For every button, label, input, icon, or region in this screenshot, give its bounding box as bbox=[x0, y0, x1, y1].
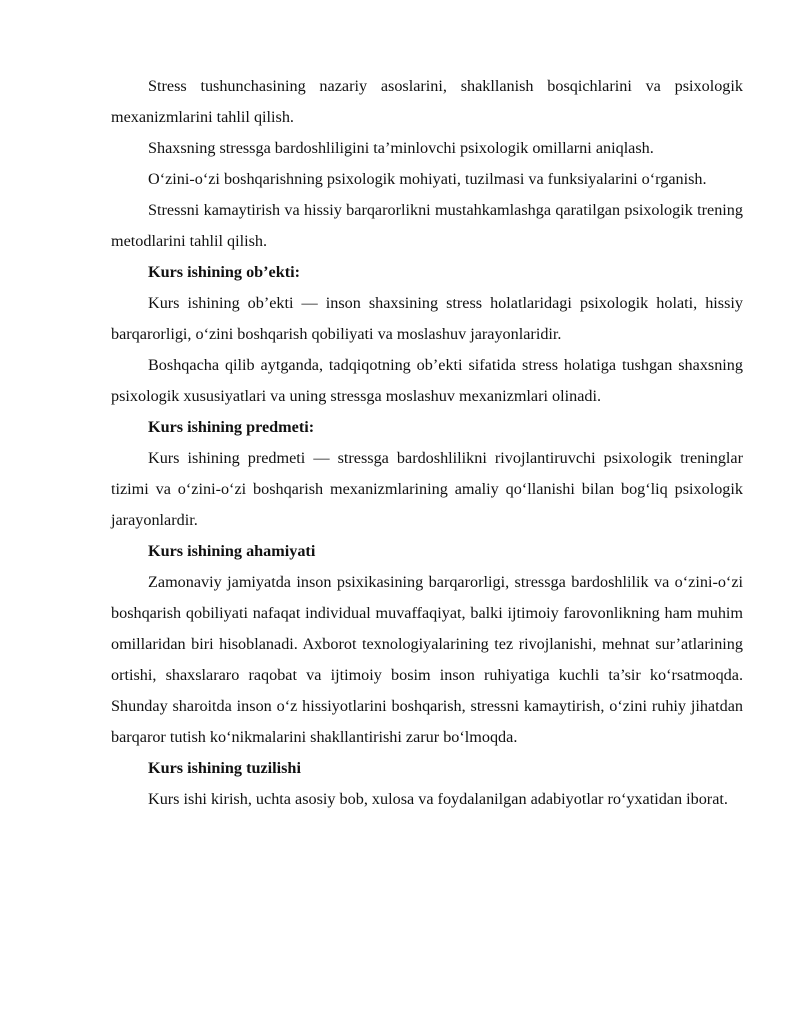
paragraph-subject: Kurs ishining predmeti — stressga bardoshlilikni rivojlantiruvchi psixologik treninglar tizimi va o‘zini-o‘zi boshqarish mexanizmlarining amaliy qo‘llanishi bilan bog‘liq psixologik jarayonlardir. bbox=[111, 449, 743, 529]
paragraph-goal-3: O‘zini-o‘zi boshqarishning psixologik mohiyati, tuzilmasi va funksiyalarini o‘rganish. bbox=[148, 170, 707, 188]
paragraph-object-1: Kurs ishining ob’ekti — inson shaxsining stress holatlaridagi psixologik holati, hissiy barqarorligi, o‘zini boshqarish qobiliyati va moslashuv jarayonlaridir. bbox=[111, 294, 743, 343]
heading-structure: Kurs ishining tuzilishi bbox=[148, 759, 301, 777]
paragraph-goal-2: Shaxsning stressga bardoshliligini ta’minlovchi psixologik omillarni aniqlash. bbox=[148, 139, 654, 157]
paragraph-significance: Zamonaviy jamiyatda inson psixikasining barqarorligi, stressga bardoshlilik va o‘zini-o‘zi boshqarish qobiliyati nafaqat individual muvaffaqiyat, balki ijtimoiy farovonlikning ham muhim omillaridan biri hisoblanadi. Axborot texnologiyalarining tez rivojlanishi, mehnat sur’atlarining ortishi, shaxslararo raqobat va ijtimoiy bosim inson ruhiyatiga kuchli ta’sir ko‘rsatmoqda. Shunday sharoitda inson o‘z hissiyotlarini boshqarish, stressni kamaytirish, o‘zini ruhiy jihatdan barqaror tutish ko‘nikmalarini shakllantirishi zarur bo‘lmoqda. bbox=[111, 573, 743, 746]
paragraph-structure: Kurs ishi kirish, uchta asosiy bob, xulosa va foydalanilgan adabiyotlar ro‘yxatidan iborat. bbox=[148, 790, 728, 808]
paragraph-goal-4: Stressni kamaytirish va hissiy barqarorlikni mustahkamlashga qaratilgan psixologik trening metodlarini tahlil qilish. bbox=[111, 201, 743, 250]
paragraph-goal-1: Stress tushunchasining nazariy asoslarini, shakllanish bosqichlarini va psixologik mexanizmlarini tahlil qilish. bbox=[111, 77, 743, 126]
heading-object: Kurs ishining ob’ekti: bbox=[148, 263, 301, 281]
document-page bbox=[111, 71, 743, 815]
heading-significance: Kurs ishining ahamiyati bbox=[148, 542, 316, 560]
paragraph-object-2: Boshqacha qilib aytganda, tadqiqotning ob’ekti sifatida stress holatiga tushgan shaxsning psixologik xususiyatlari va uning stressga moslashuv mexanizmlari olinadi. bbox=[111, 356, 743, 405]
heading-subject: Kurs ishining predmeti: bbox=[148, 418, 315, 436]
